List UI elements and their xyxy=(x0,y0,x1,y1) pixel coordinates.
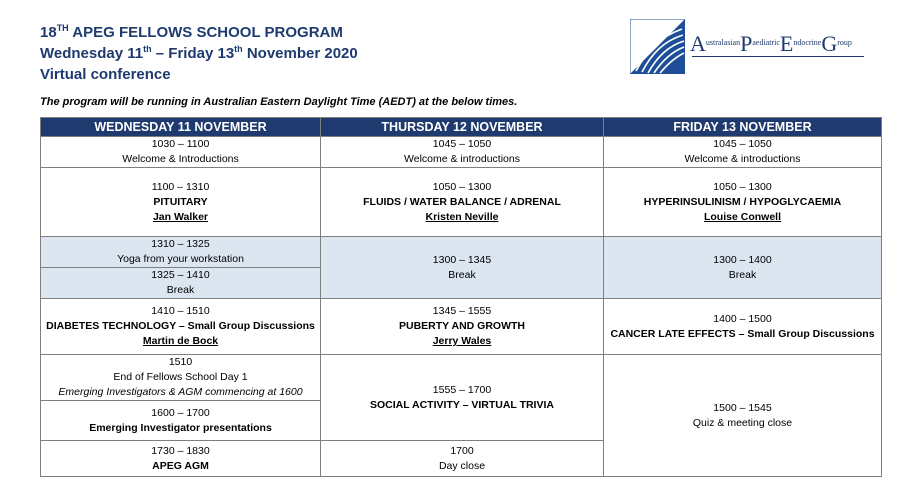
table-row xyxy=(41,355,882,401)
timezone-note: The program will be running in Australian Eastern Daylight Time (AEDT) at the below times. xyxy=(40,96,518,108)
thu-fluids-cell xyxy=(321,168,604,237)
session-time: 1700 xyxy=(450,444,474,457)
title-line-2: Wednesday 11th – Friday 13th November 2020 xyxy=(40,44,358,62)
wed-end-day-cell xyxy=(41,355,321,401)
logo-rule xyxy=(692,56,864,57)
session-title: DIABETES TECHNOLOGY – Small Group Discussions xyxy=(46,320,315,332)
session-time: 1050 – 1300 xyxy=(713,180,772,193)
wed-break-cell xyxy=(41,268,321,299)
session-title: Yoga from your workstation xyxy=(117,253,244,265)
table-row xyxy=(41,168,882,237)
session-time: 1410 – 1510 xyxy=(151,305,210,317)
session-title: Break xyxy=(728,268,757,281)
fri-welcome-cell xyxy=(604,137,882,168)
session-title: Welcome & Introductions xyxy=(122,153,239,165)
session-speaker: Louise Conwell xyxy=(703,210,781,223)
session-title: Emerging Investigator presentations xyxy=(89,421,272,434)
session-speaker: Martin de Bock xyxy=(142,335,219,347)
session-time: 1600 – 1700 xyxy=(151,406,210,419)
thu-social-cell xyxy=(321,355,604,441)
session-title: Break xyxy=(166,284,195,296)
session-time: 1310 – 1325 xyxy=(151,238,210,250)
session-time: 1400 – 1500 xyxy=(713,312,772,325)
session-title: Break xyxy=(448,268,476,281)
session-title: Quiz & meeting close xyxy=(692,416,793,429)
wed-emerging-investigators-cell xyxy=(41,401,321,441)
apeg-logo-mark-icon xyxy=(630,19,685,74)
apeg-logo-wordmark: $A^{ustralasian}P^{aediatric}E^{ndocrine}G^{roup}$ xyxy=(690,31,852,57)
session-title: SOCIAL ACTIVITY – VIRTUAL TRIVIA xyxy=(370,398,554,411)
session-note: Emerging Investigators & AGM commencing at 1600 xyxy=(58,386,303,398)
session-time: 1300 – 1345 xyxy=(432,253,492,266)
program-title xyxy=(40,22,358,85)
session-title: PUBERTY AND GROWTH xyxy=(399,320,525,332)
table-row xyxy=(41,137,882,168)
session-time: 1345 – 1555 xyxy=(432,305,492,317)
session-time: 1045 – 1050 xyxy=(432,138,492,150)
session-time: 1030 – 1100 xyxy=(151,138,210,150)
title-line-1: 18TH APEG FELLOWS SCHOOL PROGRAM xyxy=(40,23,343,41)
wed-diabetes-cell xyxy=(41,299,321,355)
session-title: Welcome & introductions xyxy=(404,153,520,165)
session-title: Day close xyxy=(438,459,486,472)
thu-day-close-cell xyxy=(321,441,604,477)
thu-puberty-cell xyxy=(321,299,604,355)
wed-welcome-cell xyxy=(41,137,321,168)
wed-pituitary-cell xyxy=(41,168,321,237)
session-time: 1100 – 1310 xyxy=(151,180,210,193)
session-speaker: Jan Walker xyxy=(152,210,209,223)
session-title: PITUITARY xyxy=(153,195,208,208)
wed-agm-cell xyxy=(41,441,321,477)
fri-quiz-cell xyxy=(604,355,882,477)
session-time: 1555 – 1700 xyxy=(432,383,492,396)
session-time: 1510 xyxy=(168,356,193,368)
session-time: 1300 – 1400 xyxy=(713,253,772,266)
session-title: HYPERINSULINISM / HYPOGLYCAEMIA xyxy=(643,195,842,208)
schedule-table xyxy=(40,117,882,477)
title-line-3: Virtual conference xyxy=(40,66,171,83)
session-speaker: Jerry Wales xyxy=(432,335,492,347)
session-title: FLUIDS / WATER BALANCE / ADRENAL xyxy=(363,195,561,208)
apeg-logo xyxy=(630,19,870,75)
column-header-thursday: THURSDAY 12 NOVEMBER xyxy=(321,118,604,137)
column-header-friday: FRIDAY 13 NOVEMBER xyxy=(604,118,882,137)
session-title: End of Fellows School Day 1 xyxy=(113,371,248,383)
session-time: 1045 – 1050 xyxy=(713,138,772,150)
session-title: APEG AGM xyxy=(152,459,209,472)
column-header-wednesday: WEDNESDAY 11 NOVEMBER xyxy=(41,118,321,137)
fri-hyperinsulinism-cell xyxy=(604,168,882,237)
session-time: 1050 – 1300 xyxy=(432,180,492,193)
table-header-row xyxy=(41,118,882,137)
session-time: 1325 – 1410 xyxy=(151,269,210,281)
session-speaker: Kristen Neville xyxy=(425,210,499,223)
thu-break-cell xyxy=(321,237,604,299)
session-title: Welcome & introductions xyxy=(684,153,801,165)
session-time: 1730 – 1830 xyxy=(151,444,210,457)
fri-break-cell xyxy=(604,237,882,299)
table-row xyxy=(41,299,882,355)
table-row xyxy=(41,237,882,268)
session-title: CANCER LATE EFFECTS – Small Group Discussions xyxy=(610,327,875,340)
fri-cancer-cell xyxy=(604,299,882,355)
thu-welcome-cell xyxy=(321,137,604,168)
wed-yoga-cell xyxy=(41,237,321,268)
session-time: 1500 – 1545 xyxy=(713,401,772,414)
